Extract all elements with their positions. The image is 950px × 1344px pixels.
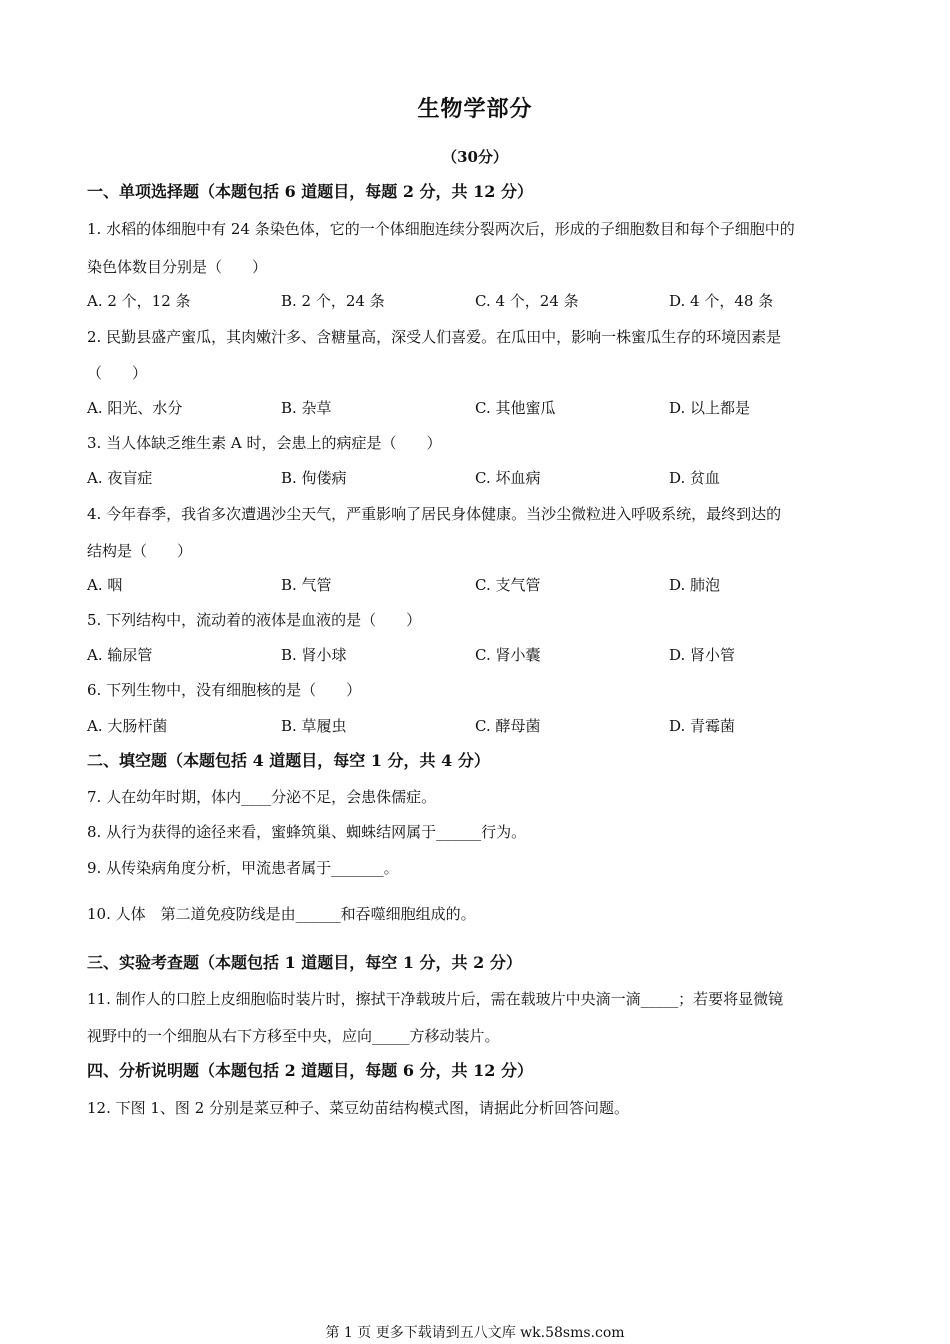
question-4-option-a: A. 咽 <box>87 576 123 594</box>
question-3-line-1: 3. 当人体缺乏维生素 A 时，会患上的病症是（ ） <box>87 434 442 452</box>
question-4-line-2: 结构是（ ） <box>87 542 193 560</box>
question-1-option-d: D. 4 个，48 条 <box>669 292 774 310</box>
question-1-line-2: 染色体数目分别是（ ） <box>87 258 268 276</box>
question-1-option-a: A. 2 个，12 条 <box>87 292 191 310</box>
section-heading-3: 三、实验考查题（本题包括 1 道题目，每空 1 分，共 2 分） <box>87 953 522 972</box>
question-2-option-a: A. 阳光、水分 <box>87 399 183 417</box>
page-footer: 第 1 页 更多下载请到五八文库 wk.58sms.com <box>325 1325 625 1341</box>
question-5-option-b: B. 肾小球 <box>281 646 347 664</box>
question-2-option-d: D. 以上都是 <box>669 399 751 417</box>
question-6-line-1: 6. 下列生物中，没有细胞核的是（ ） <box>87 681 362 699</box>
question-3-option-c: C. 坏血病 <box>475 469 541 487</box>
question-9: 9. 从传染病角度分析，甲流患者属于_______。 <box>87 859 399 877</box>
question-1-option-b: B. 2 个，24 条 <box>281 292 385 310</box>
question-11-line-1: 11. 制作人的口腔上皮细胞临时装片时，擦拭干净载玻片后，需在载玻片中央滴一滴_____；若要将显微镜 <box>87 990 784 1008</box>
question-3-option-d: D. 贫血 <box>669 469 721 487</box>
question-7: 7. 人在幼年时期，体内____分泌不足，会患侏儒症。 <box>87 788 437 806</box>
question-8: 8. 从行为获得的途径来看，蜜蜂筑巢、蜘蛛结网属于______行为。 <box>87 823 527 841</box>
question-1-line-1: 1. 水稻的体细胞中有 24 条染色体，它的一个体细胞连续分裂两次后，形成的子细胞数目和每个子细胞中的 <box>87 220 795 238</box>
question-1-option-c: C. 4 个，24 条 <box>475 292 579 310</box>
question-10: 10. 人体 第二道免疫防线是由______和吞噬细胞组成的。 <box>87 905 476 923</box>
question-11-line-2: 视野中的一个细胞从右下方移至中央，应向_____方移动装片。 <box>87 1027 500 1045</box>
question-5-option-d: D. 肾小管 <box>669 646 736 664</box>
question-2-option-c: C. 其他蜜瓜 <box>475 399 556 417</box>
section-heading-2: 二、填空题（本题包括 4 道题目，每空 1 分，共 4 分） <box>87 751 490 770</box>
question-6-option-c: C. 酵母菌 <box>475 717 541 735</box>
question-2-line-2: （ ） <box>87 364 148 382</box>
question-3-option-b: B. 佝偻病 <box>281 469 347 487</box>
question-12: 12. 下图 1、图 2 分别是菜豆种子、菜豆幼苗结构模式图，请据此分析回答问题。 <box>87 1099 630 1117</box>
question-4-option-d: D. 肺泡 <box>669 576 721 594</box>
question-6-option-b: B. 草履虫 <box>281 717 347 735</box>
total-score: （30分） <box>442 148 508 166</box>
section-heading-4: 四、分析说明题（本题包括 2 道题目，每题 6 分，共 12 分） <box>87 1061 533 1080</box>
question-4-option-b: B. 气管 <box>281 576 332 594</box>
question-6-option-d: D. 青霉菌 <box>669 717 736 735</box>
question-3-option-a: A. 夜盲症 <box>87 469 153 487</box>
question-2-line-1: 2. 民勤县盛产蜜瓜，其肉嫩汁多、含糖量高，深受人们喜爱。在瓜田中，影响一株蜜瓜生存的环境因素是 <box>87 328 782 346</box>
section-heading-1: 一、单项选择题（本题包括 6 道题目，每题 2 分，共 12 分） <box>87 182 533 201</box>
question-6-option-a: A. 大肠杆菌 <box>87 717 168 735</box>
question-5-option-c: C. 肾小囊 <box>475 646 541 664</box>
question-5-option-a: A. 输尿管 <box>87 646 153 664</box>
question-4-option-c: C. 支气管 <box>475 576 541 594</box>
page-title: 生物学部分 <box>417 96 533 122</box>
question-2-option-b: B. 杂草 <box>281 399 332 417</box>
question-4-line-1: 4. 今年春季，我省多次遭遇沙尘天气，严重影响了居民身体健康。当沙尘微粒进入呼吸系统，最终到达的 <box>87 505 782 523</box>
question-5-line-1: 5. 下列结构中，流动着的液体是血液的是（ ） <box>87 611 422 629</box>
